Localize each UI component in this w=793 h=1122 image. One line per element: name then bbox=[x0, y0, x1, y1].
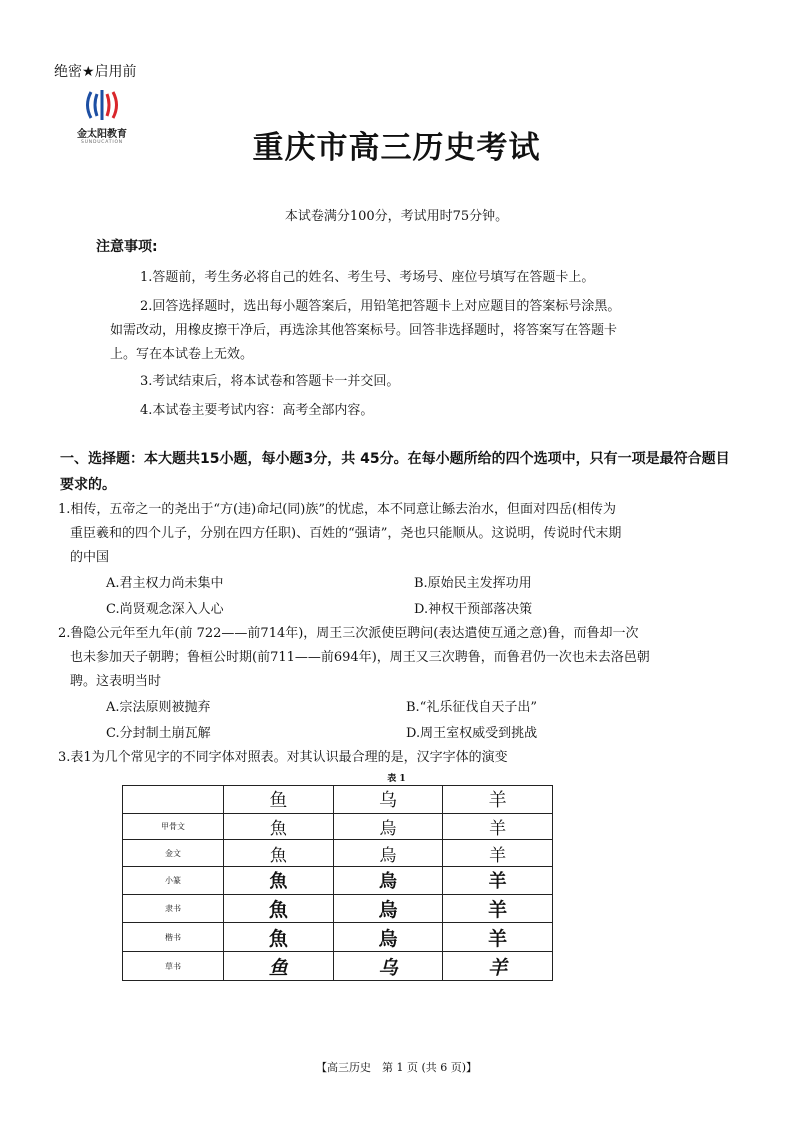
table-caption: 表 1 bbox=[387, 774, 406, 784]
page-title: 重庆市高三历史考试 bbox=[252, 130, 541, 166]
question-2-line: 2.鲁隐公元年至九年(前 722——前714年)，周王三次派使臣聘问(表达遣使互通之意)鲁，而鲁却一次 bbox=[58, 626, 639, 641]
notice-item: 4.本试卷主要考试内容：高考全部内容。 bbox=[140, 403, 374, 418]
page-footer: 【高三历史 第 1 页 (共 6 页)】 bbox=[315, 1061, 478, 1074]
table-row bbox=[123, 894, 553, 923]
question-3-line: 3.表1为几个常见字的不同字体对照表。对其认识最合理的是，汉字字体的演变 bbox=[58, 750, 508, 765]
exam-meta: 本试卷满分100分，考试用时75分钟。 bbox=[284, 209, 509, 224]
table-row bbox=[123, 923, 553, 952]
glyph-cell: 羊 bbox=[443, 894, 553, 923]
glyph-cell: 魚 bbox=[224, 894, 334, 923]
glyph-cell: 烏 bbox=[333, 840, 443, 867]
glyph-cell: 烏 bbox=[333, 923, 443, 952]
question-2-option-d[interactable]: D.周王室权威受到挑战 bbox=[406, 726, 538, 741]
question-2-option-c[interactable]: C.分封制土崩瓦解 bbox=[106, 726, 211, 741]
glyph-cell: 羊 bbox=[443, 840, 553, 867]
table-header-row bbox=[123, 786, 553, 814]
glyph-cell: 羊 bbox=[443, 813, 553, 840]
notice-item: 3.考试结束后，将本试卷和答题卡一并交回。 bbox=[140, 374, 400, 389]
logo-name: 金太阳教育 bbox=[77, 129, 127, 140]
column-header: 鱼 bbox=[224, 786, 334, 814]
question-2-option-a[interactable]: A.宗法原则被抛弃 bbox=[106, 700, 211, 715]
script-comparison-table bbox=[122, 785, 553, 981]
notice-heading: 注意事项: bbox=[96, 239, 158, 255]
question-1-line: 的中国 bbox=[70, 550, 110, 565]
table-row bbox=[123, 952, 553, 981]
table-row bbox=[123, 840, 553, 867]
glyph-cell: 魚 bbox=[224, 813, 334, 840]
question-1-line: 重臣羲和的四个儿子，分别在四方任职)、百姓的“强请”，尧也只能顺从。这说明，传说时代末期 bbox=[70, 526, 622, 541]
notice-item: 2.回答选择题时，选出每小题答案后，用铅笔把答题卡上对应题目的答案标号涂黑。 bbox=[140, 299, 621, 314]
row-label: 楷书 bbox=[123, 923, 224, 952]
section-heading: 一、选择题：本大题共15小题，每小题3分，共 45分。在每小题所给的四个选项中，只有一项是最符合题目要求的。 bbox=[60, 451, 730, 493]
glyph-cell: 魚 bbox=[224, 923, 334, 952]
table-corner-cell bbox=[123, 786, 224, 814]
glyph-cell: 羊 bbox=[443, 952, 553, 981]
row-label: 草书 bbox=[123, 952, 224, 981]
glyph-cell: 烏 bbox=[333, 813, 443, 840]
glyph-cell: 鱼 bbox=[224, 952, 334, 981]
question-1-option-b[interactable]: B.原始民主发挥功用 bbox=[414, 576, 532, 591]
row-label: 隶书 bbox=[123, 894, 224, 923]
notice-item-continued: 上。写在本试卷上无效。 bbox=[110, 347, 254, 362]
question-2-line: 聘。这表明当时 bbox=[70, 674, 162, 689]
table-row bbox=[123, 867, 553, 895]
table-row bbox=[123, 813, 553, 840]
question-1-option-d[interactable]: D.神权干预部落决策 bbox=[414, 602, 533, 617]
glyph-cell: 羊 bbox=[443, 867, 553, 895]
column-header: 羊 bbox=[443, 786, 553, 814]
question-2-line: 也未参加天子朝聘；鲁桓公时期(前711——前694年)，周王又三次聘鲁，而鲁君仍一次也未去洛邑朝 bbox=[70, 650, 650, 665]
glyph-cell: 魚 bbox=[224, 867, 334, 895]
row-label: 小篆 bbox=[123, 867, 224, 895]
question-2-option-b[interactable]: B.“礼乐征伐自天子出” bbox=[406, 700, 537, 715]
glyph-cell: 魚 bbox=[224, 840, 334, 867]
question-1-option-c[interactable]: C.尚贤观念深入人心 bbox=[106, 602, 224, 617]
glyph-cell: 烏 bbox=[333, 894, 443, 923]
notice-item: 1.答题前，考生务必将自己的姓名、考生号、考场号、座位号填写在答题卡上。 bbox=[140, 270, 595, 285]
glyph-cell: 烏 bbox=[333, 867, 443, 895]
secrecy-label: 绝密★启用前 bbox=[54, 64, 137, 80]
question-1-line: 1.相传，五帝之一的尧出于“方(违)命圮(同)族”的忧虑，本不同意让鲧去治水，但面对四岳(相传为 bbox=[58, 502, 617, 517]
glyph-cell: 羊 bbox=[443, 923, 553, 952]
column-header: 乌 bbox=[333, 786, 443, 814]
glyph-cell: 乌 bbox=[333, 952, 443, 981]
row-label: 甲骨文 bbox=[123, 813, 224, 840]
logo-english: SUNDUCATION bbox=[81, 140, 123, 145]
sun-logo-icon bbox=[82, 86, 122, 124]
notice-item-continued: 如需改动，用橡皮擦干净后，再选涂其他答案标号。回答非选择题时，将答案写在答题卡 bbox=[110, 323, 618, 338]
row-label: 金文 bbox=[123, 840, 224, 867]
question-1-option-a[interactable]: A.君主权力尚未集中 bbox=[106, 576, 224, 591]
